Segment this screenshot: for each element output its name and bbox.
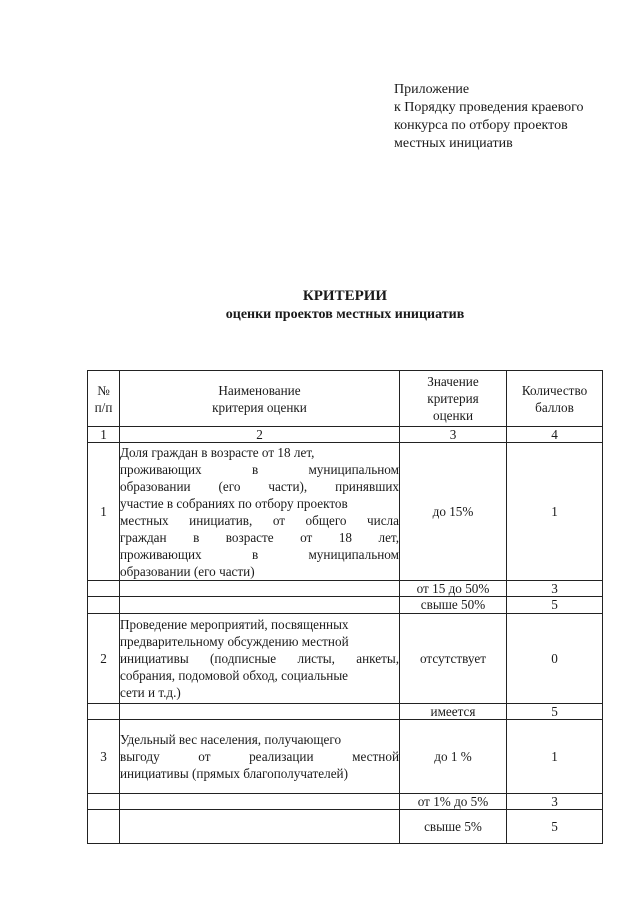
criterion-name-line: образовании (его части), принявших bbox=[120, 478, 399, 494]
criterion-points: 3 bbox=[507, 794, 603, 810]
criterion-name-line: собрания, подомовой обход, социальные bbox=[120, 668, 349, 683]
criterion-value: до 15% bbox=[400, 443, 507, 581]
criterion-option-row bbox=[88, 597, 603, 614]
criterion-number: 1 bbox=[88, 443, 120, 581]
criterion-points: 3 bbox=[507, 581, 603, 597]
criterion-points: 5 bbox=[507, 597, 603, 614]
criterion-points: 5 bbox=[507, 810, 603, 844]
criterion-name-line: граждан в возрасте от 18 лет, bbox=[120, 529, 399, 545]
criterion-points: 1 bbox=[507, 443, 603, 581]
criterion-name-line: Удельный вес населения, получающего bbox=[120, 732, 342, 747]
column-number: 2 bbox=[120, 427, 400, 443]
appendix-line: Приложение bbox=[394, 82, 470, 97]
column-number: 1 bbox=[88, 427, 120, 443]
criterion-name bbox=[120, 614, 400, 704]
header-value bbox=[400, 371, 507, 427]
header-value-line: критерия bbox=[427, 391, 479, 406]
criterion-points: 0 bbox=[507, 614, 603, 704]
criterion-value: от 15 до 50% bbox=[400, 581, 507, 597]
column-number: 4 bbox=[507, 427, 603, 443]
header-num-line: п/п bbox=[94, 399, 113, 415]
header-name-line: Наименование bbox=[218, 382, 301, 398]
criterion-row bbox=[88, 614, 603, 704]
criterion-option-row bbox=[88, 581, 603, 597]
appendix-line: к Порядку проведения краевого bbox=[394, 100, 584, 115]
criterion-name-line: предварительному обсуждению местной bbox=[120, 634, 349, 649]
column-number: 3 bbox=[400, 427, 507, 443]
criterion-name-line: Доля граждан в возрасте от 18 лет, bbox=[120, 444, 315, 460]
header-points-line: Количество bbox=[521, 382, 588, 398]
column-number-row bbox=[88, 427, 603, 443]
appendix-line: местных инициатив bbox=[394, 136, 513, 151]
criterion-number: 2 bbox=[88, 614, 120, 704]
criterion-value: до 1 % bbox=[400, 720, 507, 794]
header-name bbox=[120, 371, 400, 427]
criterion-name-line: проживающих в муниципальном bbox=[120, 461, 399, 477]
criterion-value: имеется bbox=[400, 704, 507, 720]
criterion-name-line: участие в собраниях по отбору проектов bbox=[120, 495, 348, 511]
criterion-name-line: Проведение мероприятий, посвященных bbox=[120, 617, 349, 632]
criterion-name-line: образовании (его части) bbox=[120, 563, 255, 579]
appendix-line: конкурса по отбору проектов bbox=[394, 118, 568, 133]
header-points bbox=[507, 371, 603, 427]
criterion-name-line: инициативы (прямых благополучателей) bbox=[120, 766, 348, 781]
header-value-line: Значение bbox=[427, 374, 479, 389]
criterion-value: свыше 50% bbox=[400, 597, 507, 614]
criterion-points: 5 bbox=[507, 704, 603, 720]
criterion-name bbox=[120, 443, 400, 581]
criterion-row bbox=[88, 443, 603, 581]
header-points-line: баллов bbox=[535, 399, 574, 415]
document-subtitle: оценки проектов местных инициатив bbox=[225, 307, 465, 322]
criterion-name bbox=[120, 720, 400, 794]
criterion-name-line: выгоду от реализации местной bbox=[120, 749, 399, 764]
criterion-row bbox=[88, 720, 603, 794]
document-title: КРИТЕРИИ bbox=[302, 288, 388, 304]
criterion-value: свыше 5% bbox=[400, 810, 507, 844]
appendix-note bbox=[394, 81, 624, 153]
header-num-line: № bbox=[97, 382, 110, 398]
criterion-value: от 1% до 5% bbox=[400, 794, 507, 810]
header-value-line: оценки bbox=[432, 408, 474, 423]
header-num bbox=[88, 371, 120, 427]
criterion-name-line: проживающих в муниципальном bbox=[120, 546, 399, 562]
criterion-option-row bbox=[88, 794, 603, 810]
header-row bbox=[88, 371, 603, 427]
criterion-option-row bbox=[88, 704, 603, 720]
criterion-name-line: местных инициатив, от общего числа bbox=[120, 512, 399, 528]
criterion-name-line: инициативы (подписные листы, анкеты, bbox=[120, 651, 399, 666]
criterion-value: отсутствует bbox=[400, 614, 507, 704]
criterion-option-row bbox=[88, 810, 603, 844]
header-name-line: критерия оценки bbox=[212, 399, 307, 415]
criterion-points: 1 bbox=[507, 720, 603, 794]
criterion-name-line: сети и т.д.) bbox=[120, 685, 181, 700]
criterion-number: 3 bbox=[88, 720, 120, 794]
criteria-table bbox=[87, 370, 603, 844]
